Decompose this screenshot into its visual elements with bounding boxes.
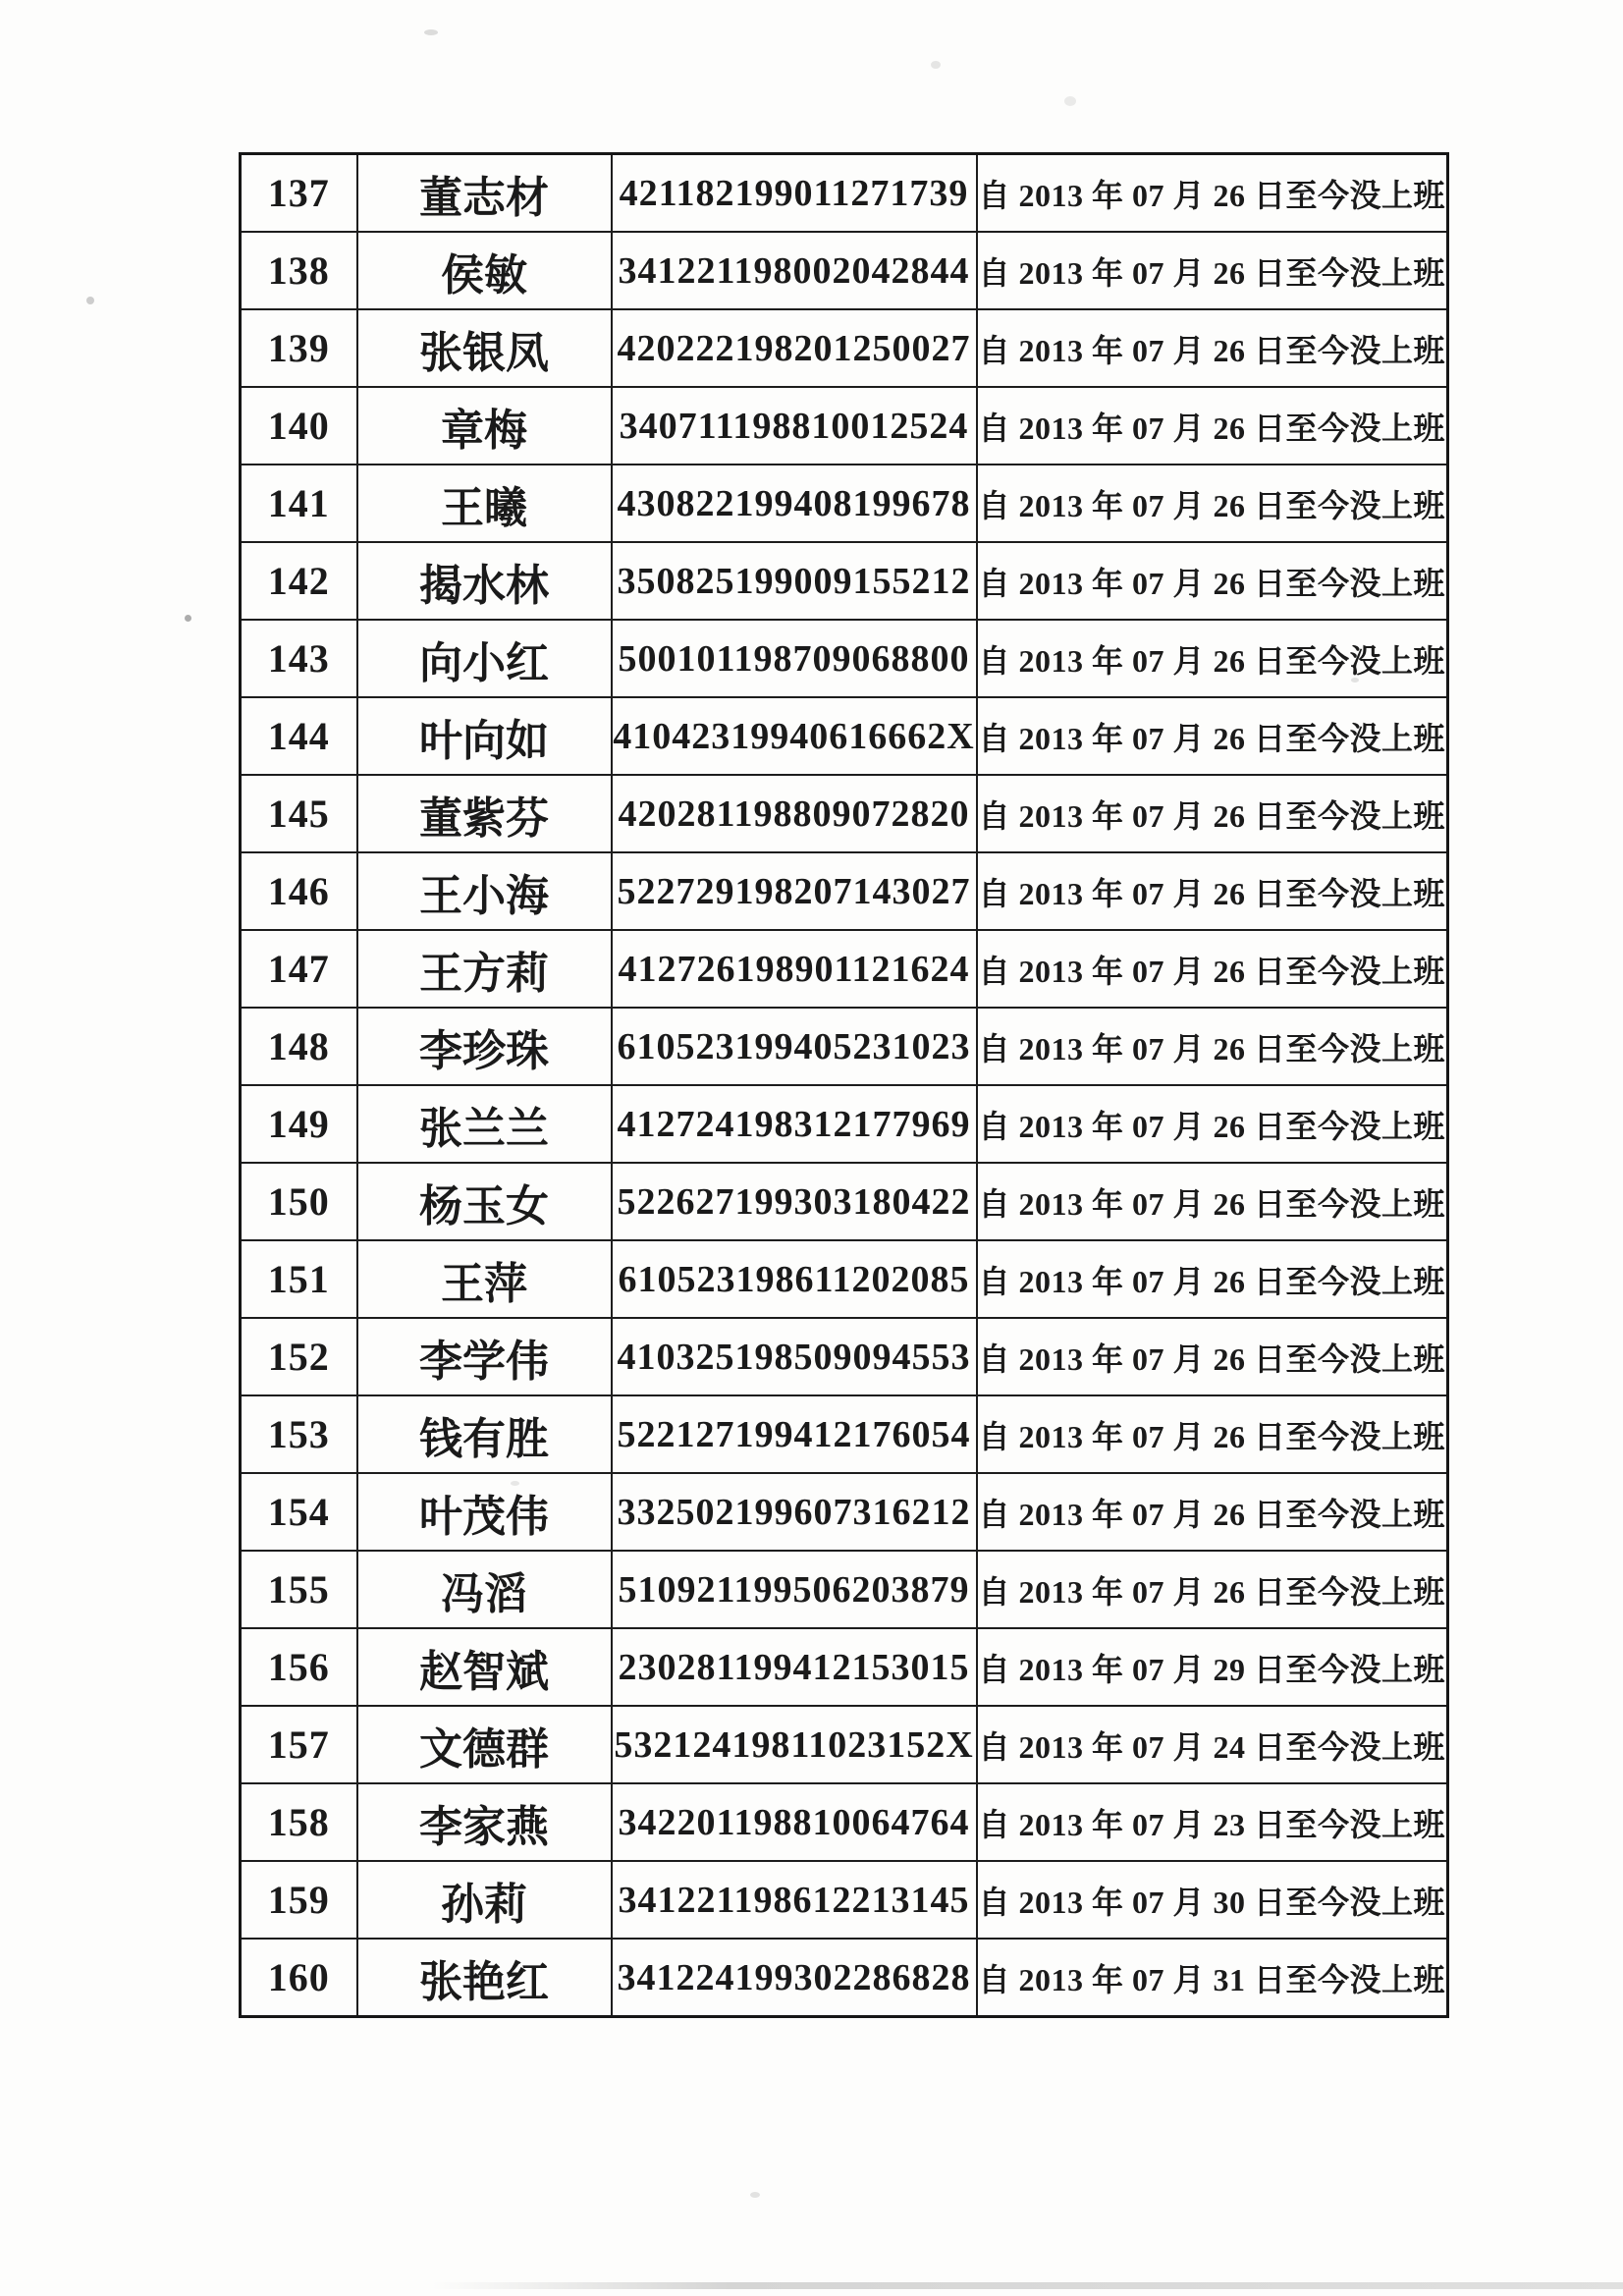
table-row xyxy=(241,1939,1448,2017)
id-number-cell: 341224199302286828 xyxy=(612,1939,977,2017)
id-number-cell: 410325198509094553 xyxy=(612,1318,977,1395)
table-row xyxy=(241,1240,1448,1318)
id-number-cell: 53212419811023152X xyxy=(612,1706,977,1783)
row-number-cell: 157 xyxy=(241,1706,357,1783)
status-cell: 自 2013 年 07 月 26 日至今没上班 xyxy=(977,465,1448,542)
status-cell: 自 2013 年 07 月 26 日至今没上班 xyxy=(977,309,1448,387)
table-row xyxy=(241,232,1448,309)
table-row xyxy=(241,1706,1448,1783)
status-cell: 自 2013 年 07 月 26 日至今没上班 xyxy=(977,1240,1448,1318)
row-number-cell: 137 xyxy=(241,154,357,233)
status-cell: 自 2013 年 07 月 26 日至今没上班 xyxy=(977,1473,1448,1551)
row-number-cell: 153 xyxy=(241,1395,357,1473)
id-number-cell: 420281198809072820 xyxy=(612,775,977,852)
id-number-cell: 341221198612213145 xyxy=(612,1861,977,1939)
name-cell: 赵智斌 xyxy=(357,1628,612,1706)
attendance-table xyxy=(239,152,1449,2018)
table-row xyxy=(241,620,1448,697)
table-row xyxy=(241,1861,1448,1939)
id-number-cell: 412726198901121624 xyxy=(612,930,977,1008)
status-cell: 自 2013 年 07 月 26 日至今没上班 xyxy=(977,154,1448,233)
id-number-cell: 230281199412153015 xyxy=(612,1628,977,1706)
id-number-cell: 420222198201250027 xyxy=(612,309,977,387)
row-number-cell: 146 xyxy=(241,852,357,930)
name-cell: 王萍 xyxy=(357,1240,612,1318)
id-number-cell: 522627199303180422 xyxy=(612,1163,977,1240)
name-cell: 王方莉 xyxy=(357,930,612,1008)
table-row xyxy=(241,1085,1448,1163)
table-row xyxy=(241,309,1448,387)
table-row xyxy=(241,1628,1448,1706)
table-row xyxy=(241,387,1448,465)
status-cell: 自 2013 年 07 月 24 日至今没上班 xyxy=(977,1706,1448,1783)
table-row xyxy=(241,852,1448,930)
status-cell: 自 2013 年 07 月 29 日至今没上班 xyxy=(977,1628,1448,1706)
id-number-cell: 522127199412176054 xyxy=(612,1395,977,1473)
status-cell: 自 2013 年 07 月 26 日至今没上班 xyxy=(977,930,1448,1008)
name-cell: 孙莉 xyxy=(357,1861,612,1939)
table-row xyxy=(241,542,1448,620)
row-number-cell: 159 xyxy=(241,1861,357,1939)
row-number-cell: 156 xyxy=(241,1628,357,1706)
table-row xyxy=(241,1395,1448,1473)
row-number-cell: 140 xyxy=(241,387,357,465)
name-cell: 叶茂伟 xyxy=(357,1473,612,1551)
row-number-cell: 158 xyxy=(241,1783,357,1861)
status-cell: 自 2013 年 07 月 26 日至今没上班 xyxy=(977,852,1448,930)
status-cell: 自 2013 年 07 月 31 日至今没上班 xyxy=(977,1939,1448,2017)
name-cell: 章梅 xyxy=(357,387,612,465)
row-number-cell: 155 xyxy=(241,1551,357,1628)
row-number-cell: 154 xyxy=(241,1473,357,1551)
id-number-cell: 510921199506203879 xyxy=(612,1551,977,1628)
name-cell: 侯敏 xyxy=(357,232,612,309)
row-number-cell: 147 xyxy=(241,930,357,1008)
id-number-cell: 341221198002042844 xyxy=(612,232,977,309)
name-cell: 张兰兰 xyxy=(357,1085,612,1163)
table-row xyxy=(241,775,1448,852)
row-number-cell: 160 xyxy=(241,1939,357,2017)
table-row xyxy=(241,930,1448,1008)
table-body xyxy=(241,154,1448,2017)
status-cell: 自 2013 年 07 月 23 日至今没上班 xyxy=(977,1783,1448,1861)
row-number-cell: 145 xyxy=(241,775,357,852)
id-number-cell: 610523199405231023 xyxy=(612,1008,977,1085)
id-number-cell: 41042319940616662X xyxy=(612,697,977,775)
name-cell: 王小海 xyxy=(357,852,612,930)
id-number-cell: 421182199011271739 xyxy=(612,154,977,233)
status-cell: 自 2013 年 07 月 26 日至今没上班 xyxy=(977,387,1448,465)
status-cell: 自 2013 年 07 月 26 日至今没上班 xyxy=(977,620,1448,697)
name-cell: 杨玉女 xyxy=(357,1163,612,1240)
name-cell: 董志材 xyxy=(357,154,612,233)
name-cell: 钱有胜 xyxy=(357,1395,612,1473)
row-number-cell: 149 xyxy=(241,1085,357,1163)
row-number-cell: 144 xyxy=(241,697,357,775)
id-number-cell: 332502199607316212 xyxy=(612,1473,977,1551)
row-number-cell: 143 xyxy=(241,620,357,697)
name-cell: 张艳红 xyxy=(357,1939,612,2017)
row-number-cell: 142 xyxy=(241,542,357,620)
status-cell: 自 2013 年 07 月 26 日至今没上班 xyxy=(977,1551,1448,1628)
name-cell: 揭水林 xyxy=(357,542,612,620)
status-cell: 自 2013 年 07 月 26 日至今没上班 xyxy=(977,542,1448,620)
status-cell: 自 2013 年 07 月 26 日至今没上班 xyxy=(977,1085,1448,1163)
name-cell: 李家燕 xyxy=(357,1783,612,1861)
name-cell: 李学伟 xyxy=(357,1318,612,1395)
row-number-cell: 139 xyxy=(241,309,357,387)
table-row xyxy=(241,1551,1448,1628)
table-row xyxy=(241,1163,1448,1240)
table-row xyxy=(241,1318,1448,1395)
row-number-cell: 152 xyxy=(241,1318,357,1395)
id-number-cell: 412724198312177969 xyxy=(612,1085,977,1163)
table-row xyxy=(241,154,1448,233)
id-number-cell: 350825199009155212 xyxy=(612,542,977,620)
name-cell: 李珍珠 xyxy=(357,1008,612,1085)
id-number-cell: 430822199408199678 xyxy=(612,465,977,542)
status-cell: 自 2013 年 07 月 26 日至今没上班 xyxy=(977,1163,1448,1240)
id-number-cell: 340711198810012524 xyxy=(612,387,977,465)
name-cell: 向小红 xyxy=(357,620,612,697)
status-cell: 自 2013 年 07 月 26 日至今没上班 xyxy=(977,232,1448,309)
name-cell: 张银凤 xyxy=(357,309,612,387)
status-cell: 自 2013 年 07 月 26 日至今没上班 xyxy=(977,775,1448,852)
id-number-cell: 610523198611202085 xyxy=(612,1240,977,1318)
row-number-cell: 148 xyxy=(241,1008,357,1085)
name-cell: 冯滔 xyxy=(357,1551,612,1628)
name-cell: 董紫芬 xyxy=(357,775,612,852)
table-row xyxy=(241,465,1448,542)
row-number-cell: 138 xyxy=(241,232,357,309)
id-number-cell: 500101198709068800 xyxy=(612,620,977,697)
id-number-cell: 522729198207143027 xyxy=(612,852,977,930)
row-number-cell: 141 xyxy=(241,465,357,542)
status-cell: 自 2013 年 07 月 26 日至今没上班 xyxy=(977,1008,1448,1085)
row-number-cell: 150 xyxy=(241,1163,357,1240)
table-row xyxy=(241,1008,1448,1085)
name-cell: 叶向如 xyxy=(357,697,612,775)
table-row xyxy=(241,697,1448,775)
name-cell: 文德群 xyxy=(357,1706,612,1783)
status-cell: 自 2013 年 07 月 26 日至今没上班 xyxy=(977,697,1448,775)
id-number-cell: 342201198810064764 xyxy=(612,1783,977,1861)
row-number-cell: 151 xyxy=(241,1240,357,1318)
name-cell: 王曦 xyxy=(357,465,612,542)
table-row xyxy=(241,1473,1448,1551)
status-cell: 自 2013 年 07 月 26 日至今没上班 xyxy=(977,1318,1448,1395)
table-row xyxy=(241,1783,1448,1861)
status-cell: 自 2013 年 07 月 30 日至今没上班 xyxy=(977,1861,1448,1939)
status-cell: 自 2013 年 07 月 26 日至今没上班 xyxy=(977,1395,1448,1473)
